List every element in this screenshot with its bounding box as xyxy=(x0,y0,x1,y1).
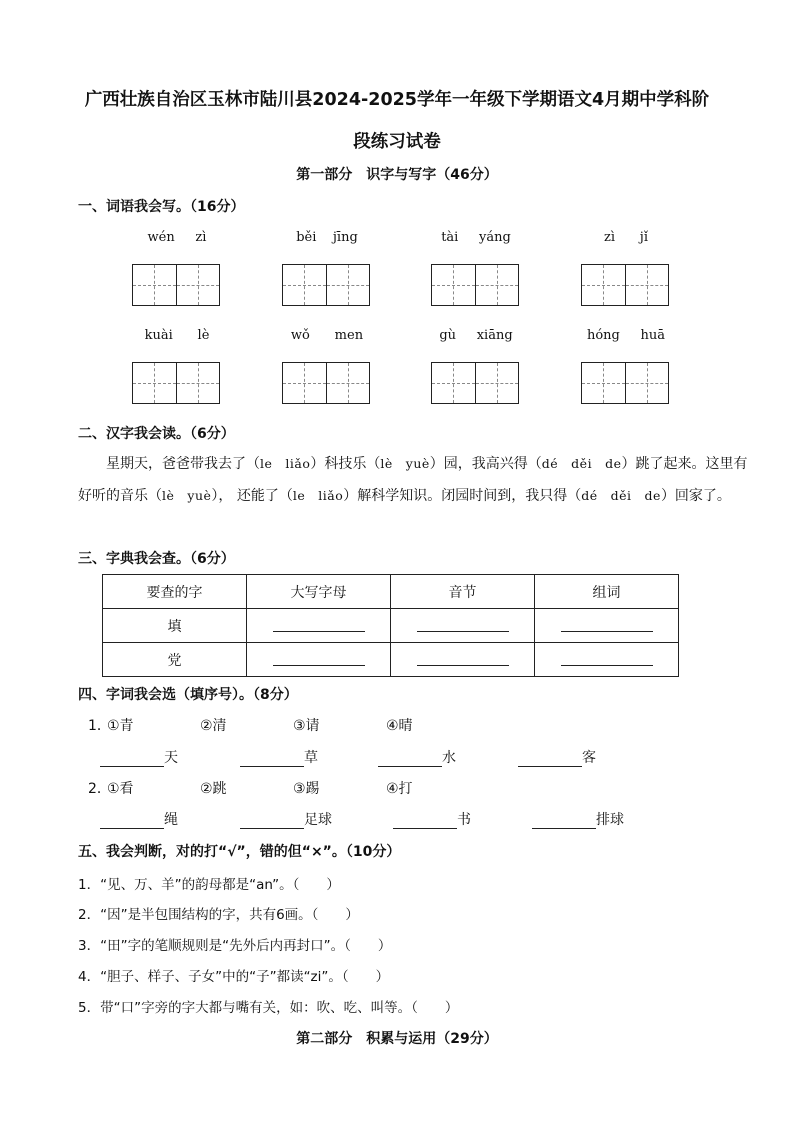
fill-blank-item[interactable]: 书 xyxy=(393,809,471,829)
fill-blank-item[interactable]: 客 xyxy=(518,747,596,767)
fill-blank-item[interactable]: 天 xyxy=(100,747,178,767)
section4-heading: 四、字词我会选（填序号）。（8分） xyxy=(78,687,298,703)
answer-blank[interactable] xyxy=(391,643,535,677)
part1-heading: 第一部分 识字与写字（46分） xyxy=(296,167,498,183)
judge-item[interactable]: 2．“因”是半包围结构的字，共有6画。（ ） xyxy=(78,907,359,923)
option: ②清 xyxy=(200,718,227,734)
reading-paragraph: 星期天，爸爸带我去了（le liǎo）科技乐（lè yuè）园，我高兴得（dé děi de）跳了起来。这里有好听的音乐（lè yuè）， 还能了（le liǎo）解科学知识。闭园时间到，我只得（dé děi de）回家了。 xyxy=(78,456,748,504)
exam-title-line2: 段练习试卷 xyxy=(353,132,441,152)
fill-blank-item[interactable]: 水 xyxy=(378,747,456,767)
section5-heading: 五、我会判断，对的打“√”，错的但“×”。（10分） xyxy=(78,844,401,860)
table-header: 组词 xyxy=(535,575,679,609)
tianzige-box[interactable] xyxy=(581,264,669,306)
pinyin-label: wǒ men xyxy=(290,328,364,343)
tianzige-box[interactable] xyxy=(282,362,370,404)
part2-heading: 第二部分 积累与运用（29分） xyxy=(296,1031,498,1047)
answer-blank[interactable] xyxy=(247,609,391,643)
table-header-row xyxy=(103,575,679,609)
pinyin-label: gù xiāng xyxy=(439,328,513,343)
table-header: 要查的字 xyxy=(103,575,247,609)
option: ③踢 xyxy=(293,781,320,797)
option: ④晴 xyxy=(386,718,413,734)
option: ③请 xyxy=(293,718,320,734)
tianzige-box[interactable] xyxy=(431,264,519,306)
option: ①青 xyxy=(107,718,134,734)
tianzige-box[interactable] xyxy=(132,362,220,404)
judge-item[interactable]: 3．“田”字的笔顺规则是“先外后内再封口”。（ ） xyxy=(78,938,392,954)
section1-heading: 一、词语我会写。（16分） xyxy=(78,199,245,215)
tianzige-box[interactable] xyxy=(282,264,370,306)
section3-heading: 三、字典我会查。（6分） xyxy=(78,551,235,567)
exam-title-line1: 广西壮族自治区玉林市陆川县2024-2025学年一年级下学期语文4月期中学科阶 xyxy=(84,90,710,110)
table-row xyxy=(103,643,679,677)
question-number: 1． xyxy=(88,718,111,734)
dictionary-table xyxy=(102,574,679,677)
pinyin-label: běi jīng xyxy=(296,230,358,245)
judge-item[interactable]: 4．“胆子、样子、子女”中的“子”都读“zi”。（ ） xyxy=(78,969,390,985)
fill-blank-item[interactable]: 草 xyxy=(240,747,318,767)
answer-blank[interactable] xyxy=(391,609,535,643)
table-row xyxy=(103,609,679,643)
pinyin-label: hóng huā xyxy=(586,328,666,343)
fill-blank-item[interactable]: 足球 xyxy=(240,809,332,829)
pinyin-label: zì jǐ xyxy=(603,230,648,245)
judge-item[interactable]: 5．带“口”字旁的字大都与嘴有关，如：吹、吃、叫等。（ ） xyxy=(78,1000,459,1016)
section2-heading: 二、汉字我会读。（6分） xyxy=(78,426,235,442)
table-header: 大写字母 xyxy=(247,575,391,609)
option: ④打 xyxy=(386,781,413,797)
pinyin-label: tài yáng xyxy=(441,230,511,245)
tianzige-box[interactable] xyxy=(431,362,519,404)
answer-blank[interactable] xyxy=(535,643,679,677)
answer-blank[interactable] xyxy=(247,643,391,677)
question-number: 2． xyxy=(88,781,111,797)
answer-blank[interactable] xyxy=(535,609,679,643)
pinyin-label: kuài lè xyxy=(144,328,210,343)
option: ①看 xyxy=(107,781,134,797)
table-header: 音节 xyxy=(391,575,535,609)
fill-blank-item[interactable]: 绳 xyxy=(100,809,178,829)
table-cell-char: 党 xyxy=(103,643,247,677)
pinyin-label: wén zì xyxy=(147,230,207,245)
tianzige-box[interactable] xyxy=(581,362,669,404)
option: ②跳 xyxy=(200,781,227,797)
judge-item[interactable]: 1．“见、万、羊”的韵母都是“an”。（ ） xyxy=(78,877,340,893)
table-cell-char: 填 xyxy=(103,609,247,643)
fill-blank-item[interactable]: 排球 xyxy=(532,809,624,829)
tianzige-box[interactable] xyxy=(132,264,220,306)
